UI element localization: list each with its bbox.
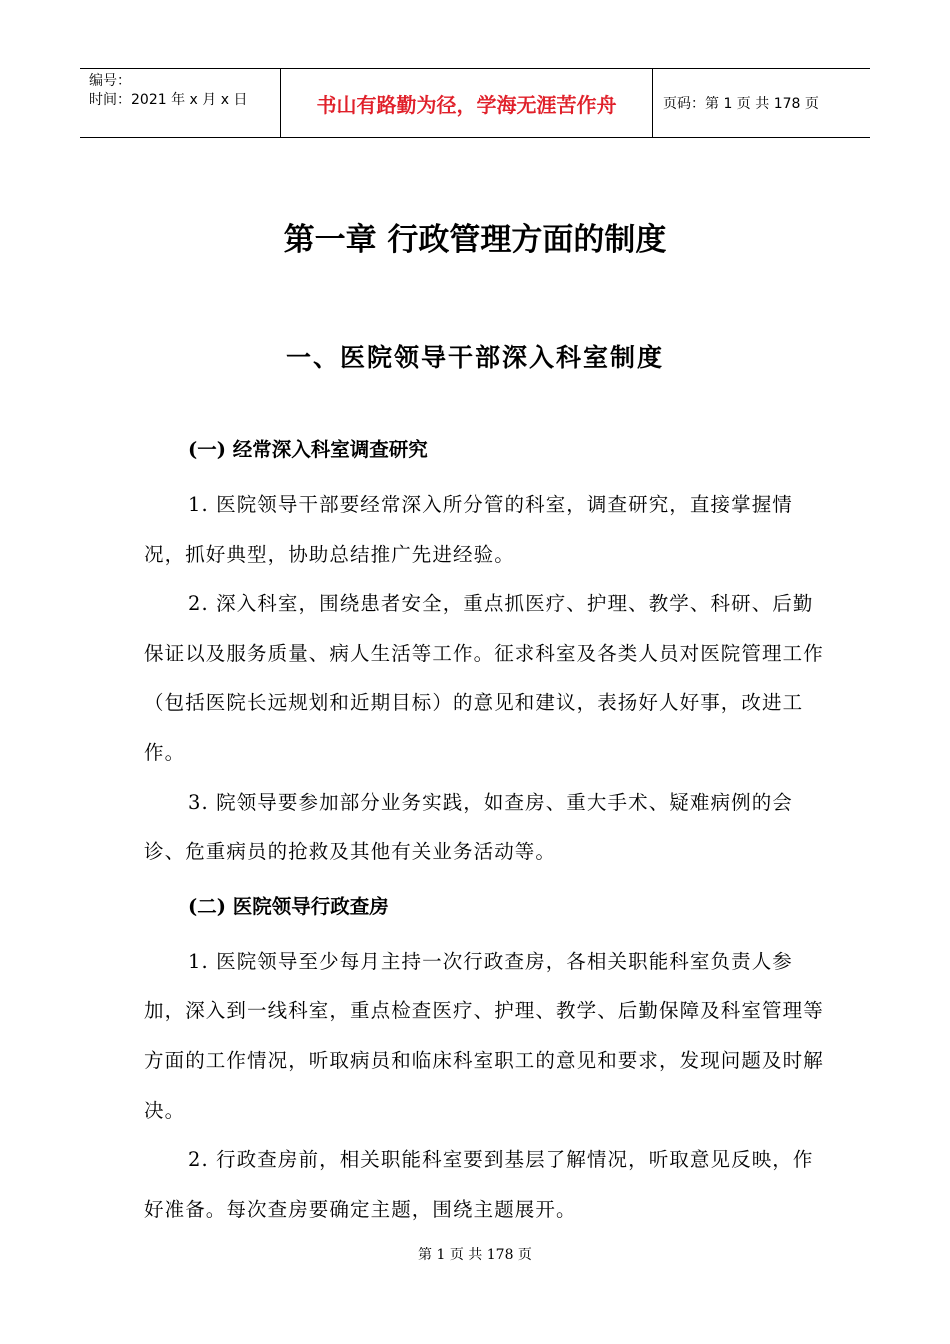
header-motto: 书山有路勤为径，学海无涯苦作舟 (281, 69, 653, 137)
document-header (80, 68, 870, 138)
page-footer: 第 1 页 共 178 页 (418, 1247, 532, 1263)
paragraph: 2. 深入科室，围绕患者安全，重点抓医疗、护理、教学、科研、后勤保证以及服务质量、病人生活等工作。征求科室及各类人员对医院管理工作（包括医院长远规划和近期目标）的意见和建议，表扬好人好事，改进工作。 (144, 592, 824, 764)
chapter-title: 第一章 行政管理方面的制度 (283, 222, 667, 258)
paragraph: 1. 医院领导干部要经常深入所分管的科室，调查研究，直接掌握情况，抓好典型，协助总结推广先进经验。 (144, 493, 793, 566)
document-body (144, 432, 834, 1234)
header-meta (80, 69, 281, 137)
date-label: 时间：2021 年 x 月 x 日 (89, 92, 248, 108)
paragraph: 3. 院领导要参加部分业务实践，如查房、重大手术、疑难病例的会诊、危重病员的抢救及其他有关业务活动等。 (144, 790, 793, 864)
subsection-title: (一) 经常深入科室调查研究 (188, 438, 428, 461)
number-label: 编号： (89, 73, 131, 89)
subsection-title: (二) 医院领导行政查房 (188, 894, 389, 918)
paragraph: 2. 行政查房前，相关职能科室要到基层了解情况，听取意见反映，作好准备。每次查房要确定主题，围绕主题展开。 (144, 1148, 814, 1221)
section-title: 一、医院领导干部深入科室制度 (285, 343, 664, 372)
paragraph: 1. 医院领导至少每月主持一次行政查房，各相关职能科室负责人参加，深入到一线科室，重点检查医疗、护理、教学、后勤保障及科室管理等方面的工作情况，听取病员和临床科室职工的意见和要求，发现问题及时解决。 (144, 949, 824, 1122)
header-page-info: 页码：第 1 页 共 178 页 (663, 96, 819, 112)
